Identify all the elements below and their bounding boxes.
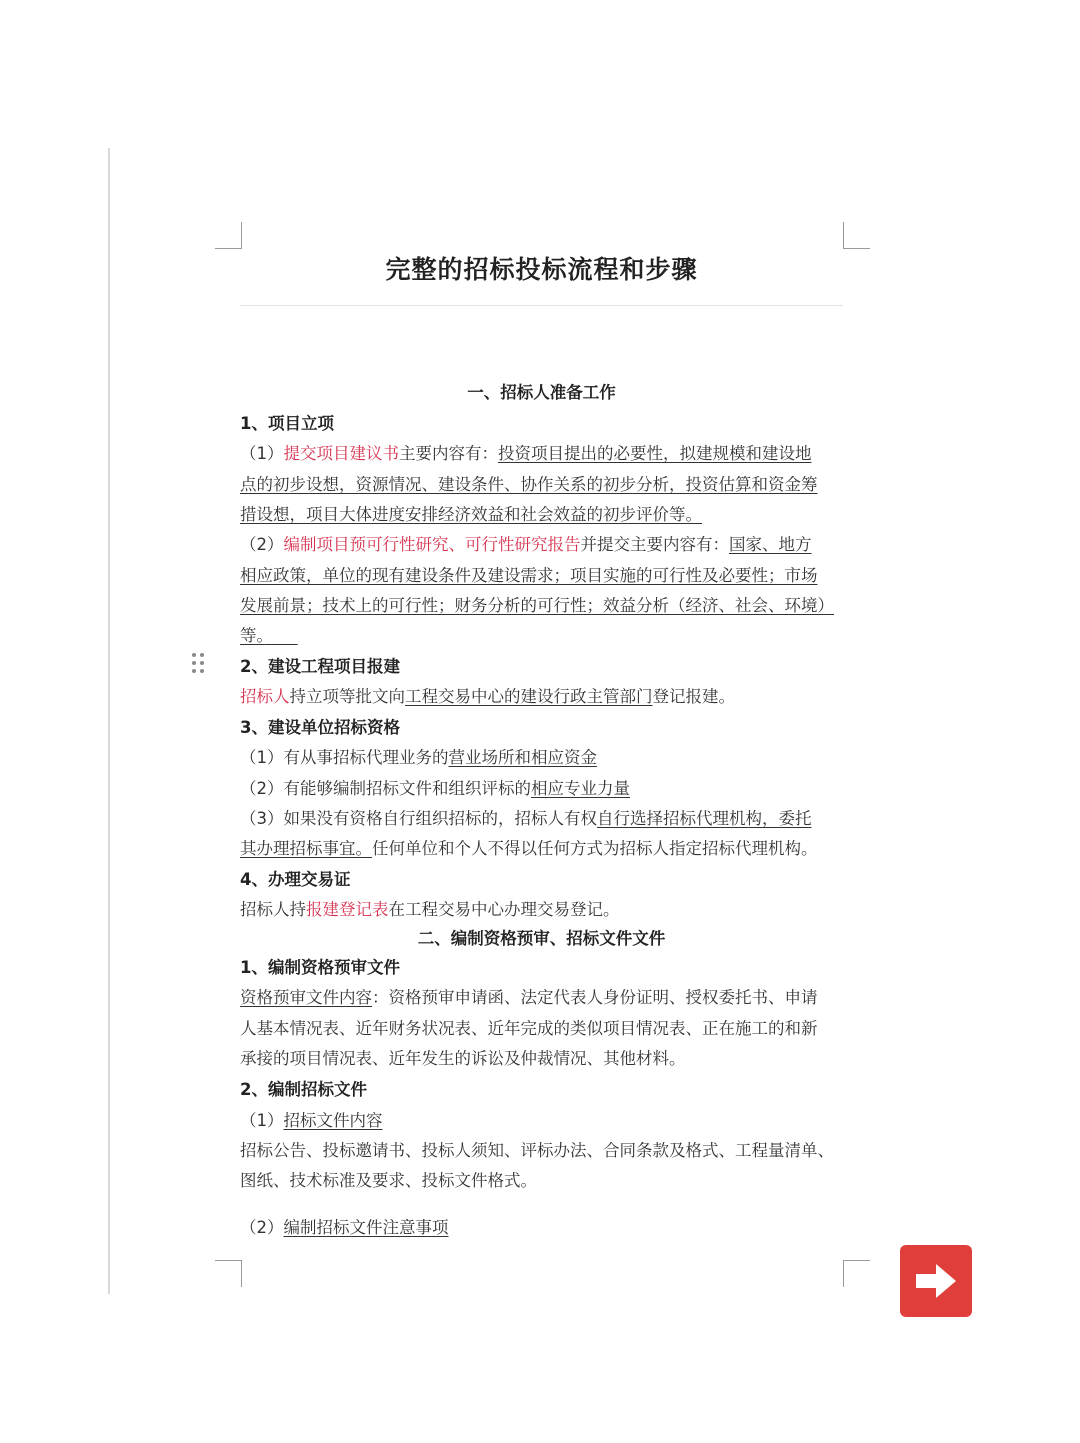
- underlined-text: 投资项目提出的必要性，拟建规模和建设地: [498, 444, 812, 463]
- crop-mark-top-left: [215, 222, 242, 249]
- document-title: 完整的招标投标流程和步骤: [385, 255, 698, 284]
- text-run: 在工程交易中心办理交易登记。: [388, 900, 620, 919]
- paragraph-line: [240, 775, 848, 803]
- next-page-button[interactable]: [900, 1245, 972, 1317]
- paragraph-line: 措设想，项目大体进度安排经济效益和社会效益的初步评价等。: [240, 505, 702, 524]
- paragraph-line: [240, 1214, 848, 1242]
- section-heading-1: 一、招标人准备工作: [467, 383, 616, 402]
- paragraph-line: 人基本情况表、近年财务状况表、近年完成的类似项目情况表、正在施工的和新: [240, 1019, 818, 1038]
- paragraph-line: [240, 622, 848, 650]
- crop-mark-top-right: [843, 222, 870, 249]
- paragraph-line: 承接的项目情况表、近年发生的诉讼及仲裁情况、其他材料。: [240, 1049, 686, 1068]
- text-run: 招标人持: [240, 900, 306, 919]
- paragraph-line: 发展前景；技术上的可行性；财务分析的可行性；效益分析（经济、社会、环境）: [240, 596, 834, 615]
- underlined-text: 营业场所和相应资金: [448, 748, 597, 767]
- page-left-edge: [108, 148, 110, 1294]
- paragraph-line: [240, 805, 848, 833]
- text-run: （2）: [240, 1218, 284, 1237]
- text-run: 主要内容有：: [399, 444, 498, 463]
- text-run: （2）: [240, 535, 284, 554]
- paragraph-line: [240, 835, 848, 863]
- title-divider: [240, 305, 843, 306]
- underlined-text: 其办理招标事宜。: [240, 839, 372, 858]
- highlight-text: 编制项目预可行性研究、可行性研究报告: [283, 535, 581, 554]
- paragraph-line: 图纸、技术标准及要求、投标文件格式。: [240, 1171, 537, 1190]
- crop-mark-bottom-left: [215, 1260, 242, 1287]
- underlined-text: 编制招标文件注意事项: [283, 1218, 449, 1237]
- text-run: （3）如果没有资格自行组织招标的，招标人有权: [240, 809, 597, 828]
- underlined-text: 国家、地方: [729, 535, 812, 554]
- drag-handle-icon[interactable]: [190, 651, 206, 675]
- underline-tail: [265, 626, 298, 645]
- paragraph-line: [240, 744, 848, 772]
- underlined-text: 招标文件内容: [283, 1111, 383, 1130]
- text-run: 任何单位和个人不得以任何方式为招标人指定招标代理机构。: [372, 839, 818, 858]
- paragraph-line: 点的初步设想，资源情况、建设条件、协作关系的初步分析，投资估算和资金筹: [240, 475, 818, 494]
- text-run: 持立项等批文向: [289, 687, 405, 706]
- item-heading-registration: 2、建设工程项目报建: [240, 657, 400, 676]
- text-run: （1）: [240, 1111, 284, 1130]
- item-heading-project-approval: 1、项目立项: [240, 414, 334, 433]
- paragraph-line: [240, 531, 848, 559]
- text-run: （2）有能够编制招标文件和组织评标的: [240, 779, 531, 798]
- paragraph-line: [240, 1107, 848, 1135]
- arrow-right-icon: [912, 1261, 960, 1301]
- paragraph-line: 相应政策，单位的现有建设条件及建设需求；项目实施的可行性及必要性；市场: [240, 566, 818, 585]
- item-heading-prequal-docs: 1、编制资格预审文件: [240, 958, 400, 977]
- paragraph-line: [240, 683, 848, 711]
- item-heading-trade-cert: 4、办理交易证: [240, 870, 351, 889]
- paragraph-line: [240, 440, 848, 468]
- highlight-text: 招标人: [240, 687, 290, 706]
- section-heading-2: 二、编制资格预审、招标文件文件: [417, 929, 666, 948]
- underlined-text: 工程交易中心的建设行政主管部门: [405, 687, 653, 706]
- text-run: ：资格预审申请函、法定代表人身份证明、授权委托书、申请: [372, 988, 818, 1007]
- underlined-text: 自行选择招标代理机构，委托: [597, 809, 812, 828]
- paragraph-line: [240, 896, 848, 924]
- underlined-text: 资格预审文件内容: [240, 988, 372, 1007]
- paragraph-line: 招标公告、投标邀请书、投标人须知、评标办法、合同条款及格式、工程量清单、: [240, 1141, 834, 1160]
- item-heading-qualification: 3、建设单位招标资格: [240, 718, 400, 737]
- text-run: 登记报建。: [652, 687, 735, 706]
- text-run: （1）有从事招标代理业务的: [240, 748, 449, 767]
- text-run: 并提交主要内容有：: [580, 535, 729, 554]
- paragraph-line: [240, 984, 848, 1012]
- underlined-text: 等。: [240, 626, 265, 645]
- item-heading-tender-docs: 2、编制招标文件: [240, 1080, 367, 1099]
- highlight-text: 提交项目建议书: [283, 444, 399, 463]
- text-run: （1）: [240, 444, 284, 463]
- crop-mark-bottom-right: [843, 1260, 870, 1287]
- underlined-text: 相应专业力量: [531, 779, 630, 798]
- highlight-text: 报建登记表: [306, 900, 389, 919]
